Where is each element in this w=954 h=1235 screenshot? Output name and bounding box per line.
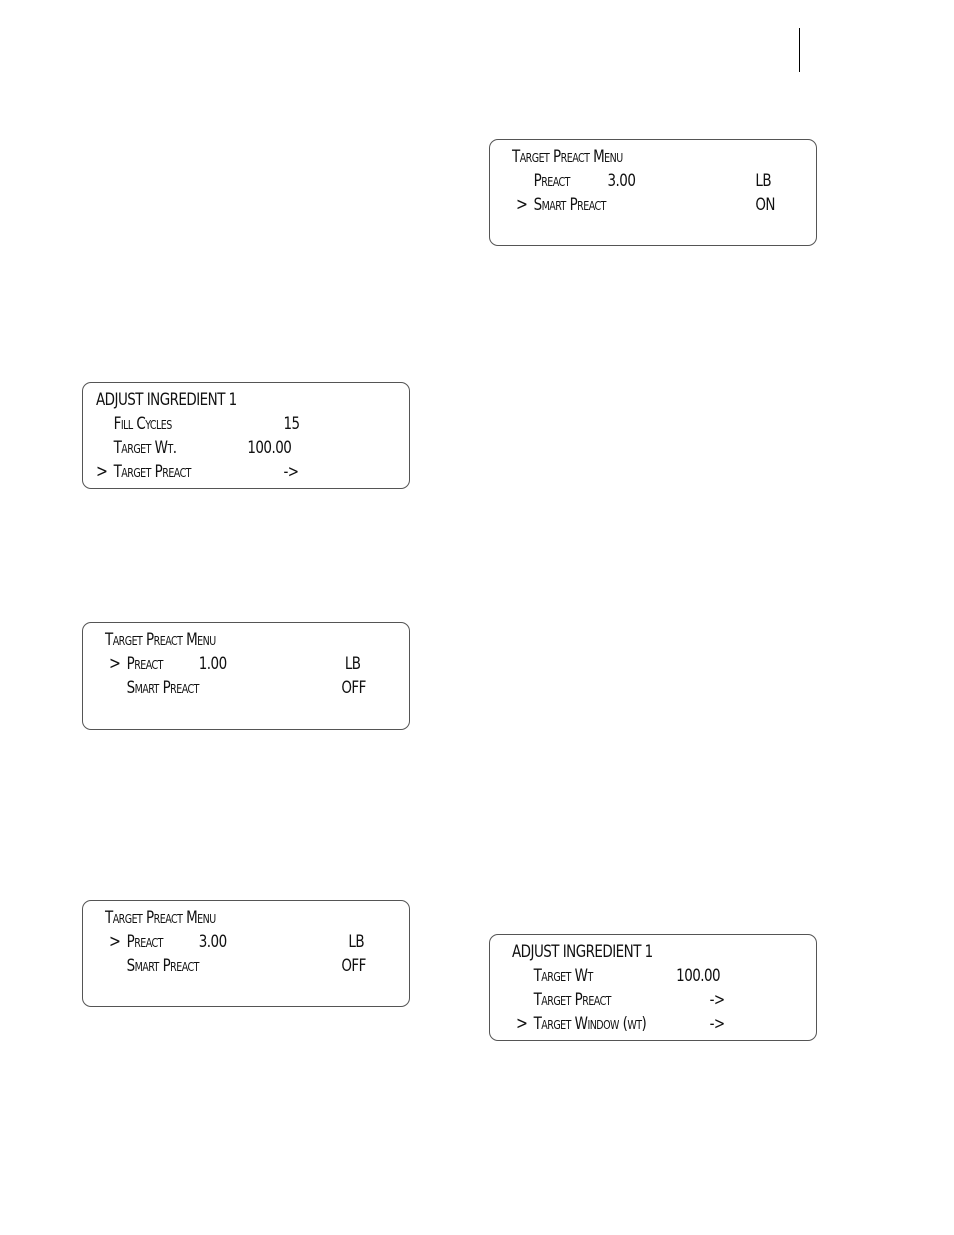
cursor-indicator: > <box>516 1013 528 1034</box>
menu-item-value: 100.00 <box>247 438 292 458</box>
menu-item-value: -> <box>283 462 299 482</box>
menu-item-label: Target Wt <box>533 966 593 986</box>
menu-item-label: Preact <box>126 654 163 674</box>
menu-item-value: 1.00 <box>198 654 227 674</box>
menu-item-unit: OFF <box>341 956 366 976</box>
menu-item-unit: LB <box>344 654 361 674</box>
menu-item-value: -> <box>709 1014 725 1034</box>
menu-item-value: 3.00 <box>198 932 227 952</box>
cursor-indicator: > <box>109 653 121 674</box>
menu-item-unit: LB <box>348 932 365 952</box>
menu-item-label: Fill Cycles <box>113 414 172 434</box>
lcd-screen-adjust-ingredient <box>82 382 410 489</box>
page-margin-rule <box>799 28 800 72</box>
menu-item-unit: OFF <box>341 678 366 698</box>
cursor-indicator: > <box>516 194 528 215</box>
lcd-title-text: Target Preact Menu <box>105 908 216 928</box>
menu-item-unit: ON <box>755 195 775 215</box>
menu-item-value: 100.00 <box>676 966 721 986</box>
menu-item-label: Smart Preact <box>126 956 199 976</box>
menu-item-label: Preact <box>533 171 570 191</box>
menu-item-label: Preact <box>126 932 163 952</box>
lcd-title-text: ADJUST INGREDIENT 1 <box>96 390 237 410</box>
menu-item-label: Smart Preact <box>533 195 606 215</box>
lcd-title-text: Target Preact Menu <box>105 630 216 650</box>
menu-item-value: 3.00 <box>607 171 636 191</box>
menu-item-label: Smart Preact <box>126 678 199 698</box>
menu-item-label: Target Preact <box>113 462 191 482</box>
lcd-screen-target-preact-menu <box>82 900 410 1007</box>
lcd-title-text: Target Preact Menu <box>512 147 623 167</box>
lcd-screen-target-preact-menu <box>82 622 410 730</box>
menu-item-value: -> <box>709 990 725 1010</box>
cursor-indicator: > <box>96 461 108 482</box>
lcd-title-text: ADJUST INGREDIENT 1 <box>512 942 653 962</box>
menu-item-label: Target Window (wt) <box>533 1014 647 1034</box>
menu-item-label: Target Wt. <box>113 438 177 458</box>
lcd-screen-target-preact-menu <box>489 139 817 246</box>
menu-item-value: 15 <box>283 414 300 434</box>
lcd-screen-adjust-ingredient <box>489 934 817 1041</box>
menu-item-label: Target Preact <box>533 990 611 1010</box>
menu-item-unit: LB <box>755 171 772 191</box>
cursor-indicator: > <box>109 931 121 952</box>
